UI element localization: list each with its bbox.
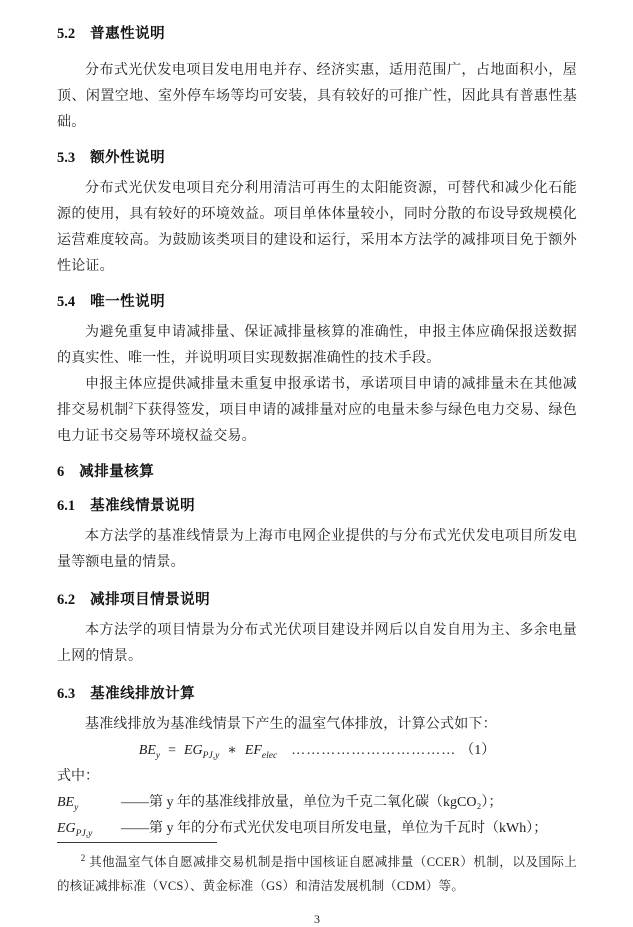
section-title: 唯一性说明 bbox=[90, 294, 166, 310]
formula-where-label: 式中： bbox=[57, 769, 99, 784]
section-number: 6.1 bbox=[57, 498, 76, 514]
equals-sign: = bbox=[168, 743, 176, 758]
footnote-marker-2: 2 bbox=[80, 852, 86, 863]
section-number: 5.3 bbox=[57, 150, 76, 166]
section-title: 额外性说明 bbox=[90, 150, 166, 166]
section-number: 6 bbox=[57, 464, 65, 480]
section-6-1-heading bbox=[57, 496, 577, 516]
formula-lhs: $BE_y$ bbox=[138, 743, 161, 761]
paragraph-text: 申报主体应提供减排量未重复申报承诺书，承诺项目申请的减排量未在其他减排交易机制 bbox=[57, 377, 577, 418]
footnote-block bbox=[57, 842, 577, 927]
footnote-2 bbox=[57, 850, 577, 898]
multiply-operator: ∗ bbox=[227, 743, 237, 758]
footnote-separator bbox=[57, 842, 217, 843]
paragraph-5-4-1: 为避免重复申请减排量、保证减排量核算的准确性，申报主体应确保报送数据的真实性、唯一性，并说明项目实现数据准确性的技术手段。 bbox=[57, 325, 577, 366]
section-title: 减排量核算 bbox=[79, 464, 155, 480]
section-5-3-heading bbox=[57, 148, 577, 168]
formula-equation-1 bbox=[57, 738, 577, 764]
paragraph-6-3: 基准线排放为基准线情景下产生的温室气体排放，计算公式如下： bbox=[85, 717, 497, 732]
section-5-2-heading bbox=[57, 24, 577, 44]
section-number: 6.3 bbox=[57, 686, 76, 702]
variable-definition-be bbox=[57, 790, 577, 816]
variable-symbol: $EG_{PJ,y}$ bbox=[57, 821, 93, 839]
paragraph-5-4-2 bbox=[57, 372, 577, 450]
section-title: 普惠性说明 bbox=[90, 26, 166, 42]
section-6-3-heading bbox=[57, 684, 577, 704]
page-number: 3 bbox=[314, 912, 320, 926]
section-number: 6.2 bbox=[57, 592, 76, 608]
paragraph-6-1: 本方法学的基准线情景为上海市电网企业提供的与分布式光伏发电项目所发电量等额电量的情景。 bbox=[57, 529, 577, 570]
equation-number: （1） bbox=[460, 743, 496, 758]
section-5-4-heading bbox=[57, 292, 577, 312]
section-title: 基准线情景说明 bbox=[90, 498, 196, 514]
formula-term-ef: $EF_{elec}$ bbox=[244, 743, 278, 761]
footnote-reference-2: 2 bbox=[128, 400, 134, 411]
section-6-2-heading bbox=[57, 590, 577, 610]
formula-term-eg: $EG_{PJ,y}$ bbox=[184, 743, 220, 761]
paragraph-5-2: 分布式光伏发电项目发电用电并存、经济实惠，适用范围广，占地面积小，屋顶、闲置空地、室外停车场等均可安装，具有较好的可推广性，因此具有普惠性基础。 bbox=[57, 63, 577, 130]
section-title: 减排项目情景说明 bbox=[90, 592, 211, 608]
section-number: 5.4 bbox=[57, 294, 76, 310]
section-number: 5.2 bbox=[57, 26, 76, 42]
variable-definition-eg bbox=[57, 816, 577, 842]
footnote-text: 其他温室气体自愿减排交易机制是指中国核证自愿减排量（CCER）机制，以及国际上的核证减排标准（VCS）、黄金标准（GS）和清洁发展机制（CDM）等。 bbox=[57, 855, 578, 893]
variable-description: ——第 y 年的分布式光伏发电项目所发电量，单位为千瓦时（kWh）； bbox=[121, 821, 548, 836]
variable-symbol: $BE_y$ bbox=[57, 795, 79, 813]
dot-leader: …………………………… bbox=[291, 743, 457, 758]
section-title: 基准线排放计算 bbox=[90, 686, 196, 702]
paragraph-6-2: 本方法学的项目情景为分布式光伏项目建设并网后以自发自用为主、多余电量上网的情景。 bbox=[57, 623, 577, 664]
paragraph-5-3: 分布式光伏发电项目充分利用清洁可再生的太阳能资源，可替代和减少化石能源的使用，具有较好的环境效益。项目单体体量较小，同时分散的布设导致规模化运营难度较高。为鼓励该类项目的建设和运行，采用本方法学的减排项目免于额外性论证。 bbox=[57, 181, 577, 274]
section-6-heading bbox=[57, 462, 577, 482]
variable-description: ——第 y 年的基准线排放量，单位为千克二氧化碳（kgCO₂）； bbox=[121, 795, 503, 810]
paragraph-text: 下获得签发，项目申请的减排量对应的电量未参与绿色电力交易、绿色电力证书交易等环境权益交易。 bbox=[57, 403, 578, 444]
